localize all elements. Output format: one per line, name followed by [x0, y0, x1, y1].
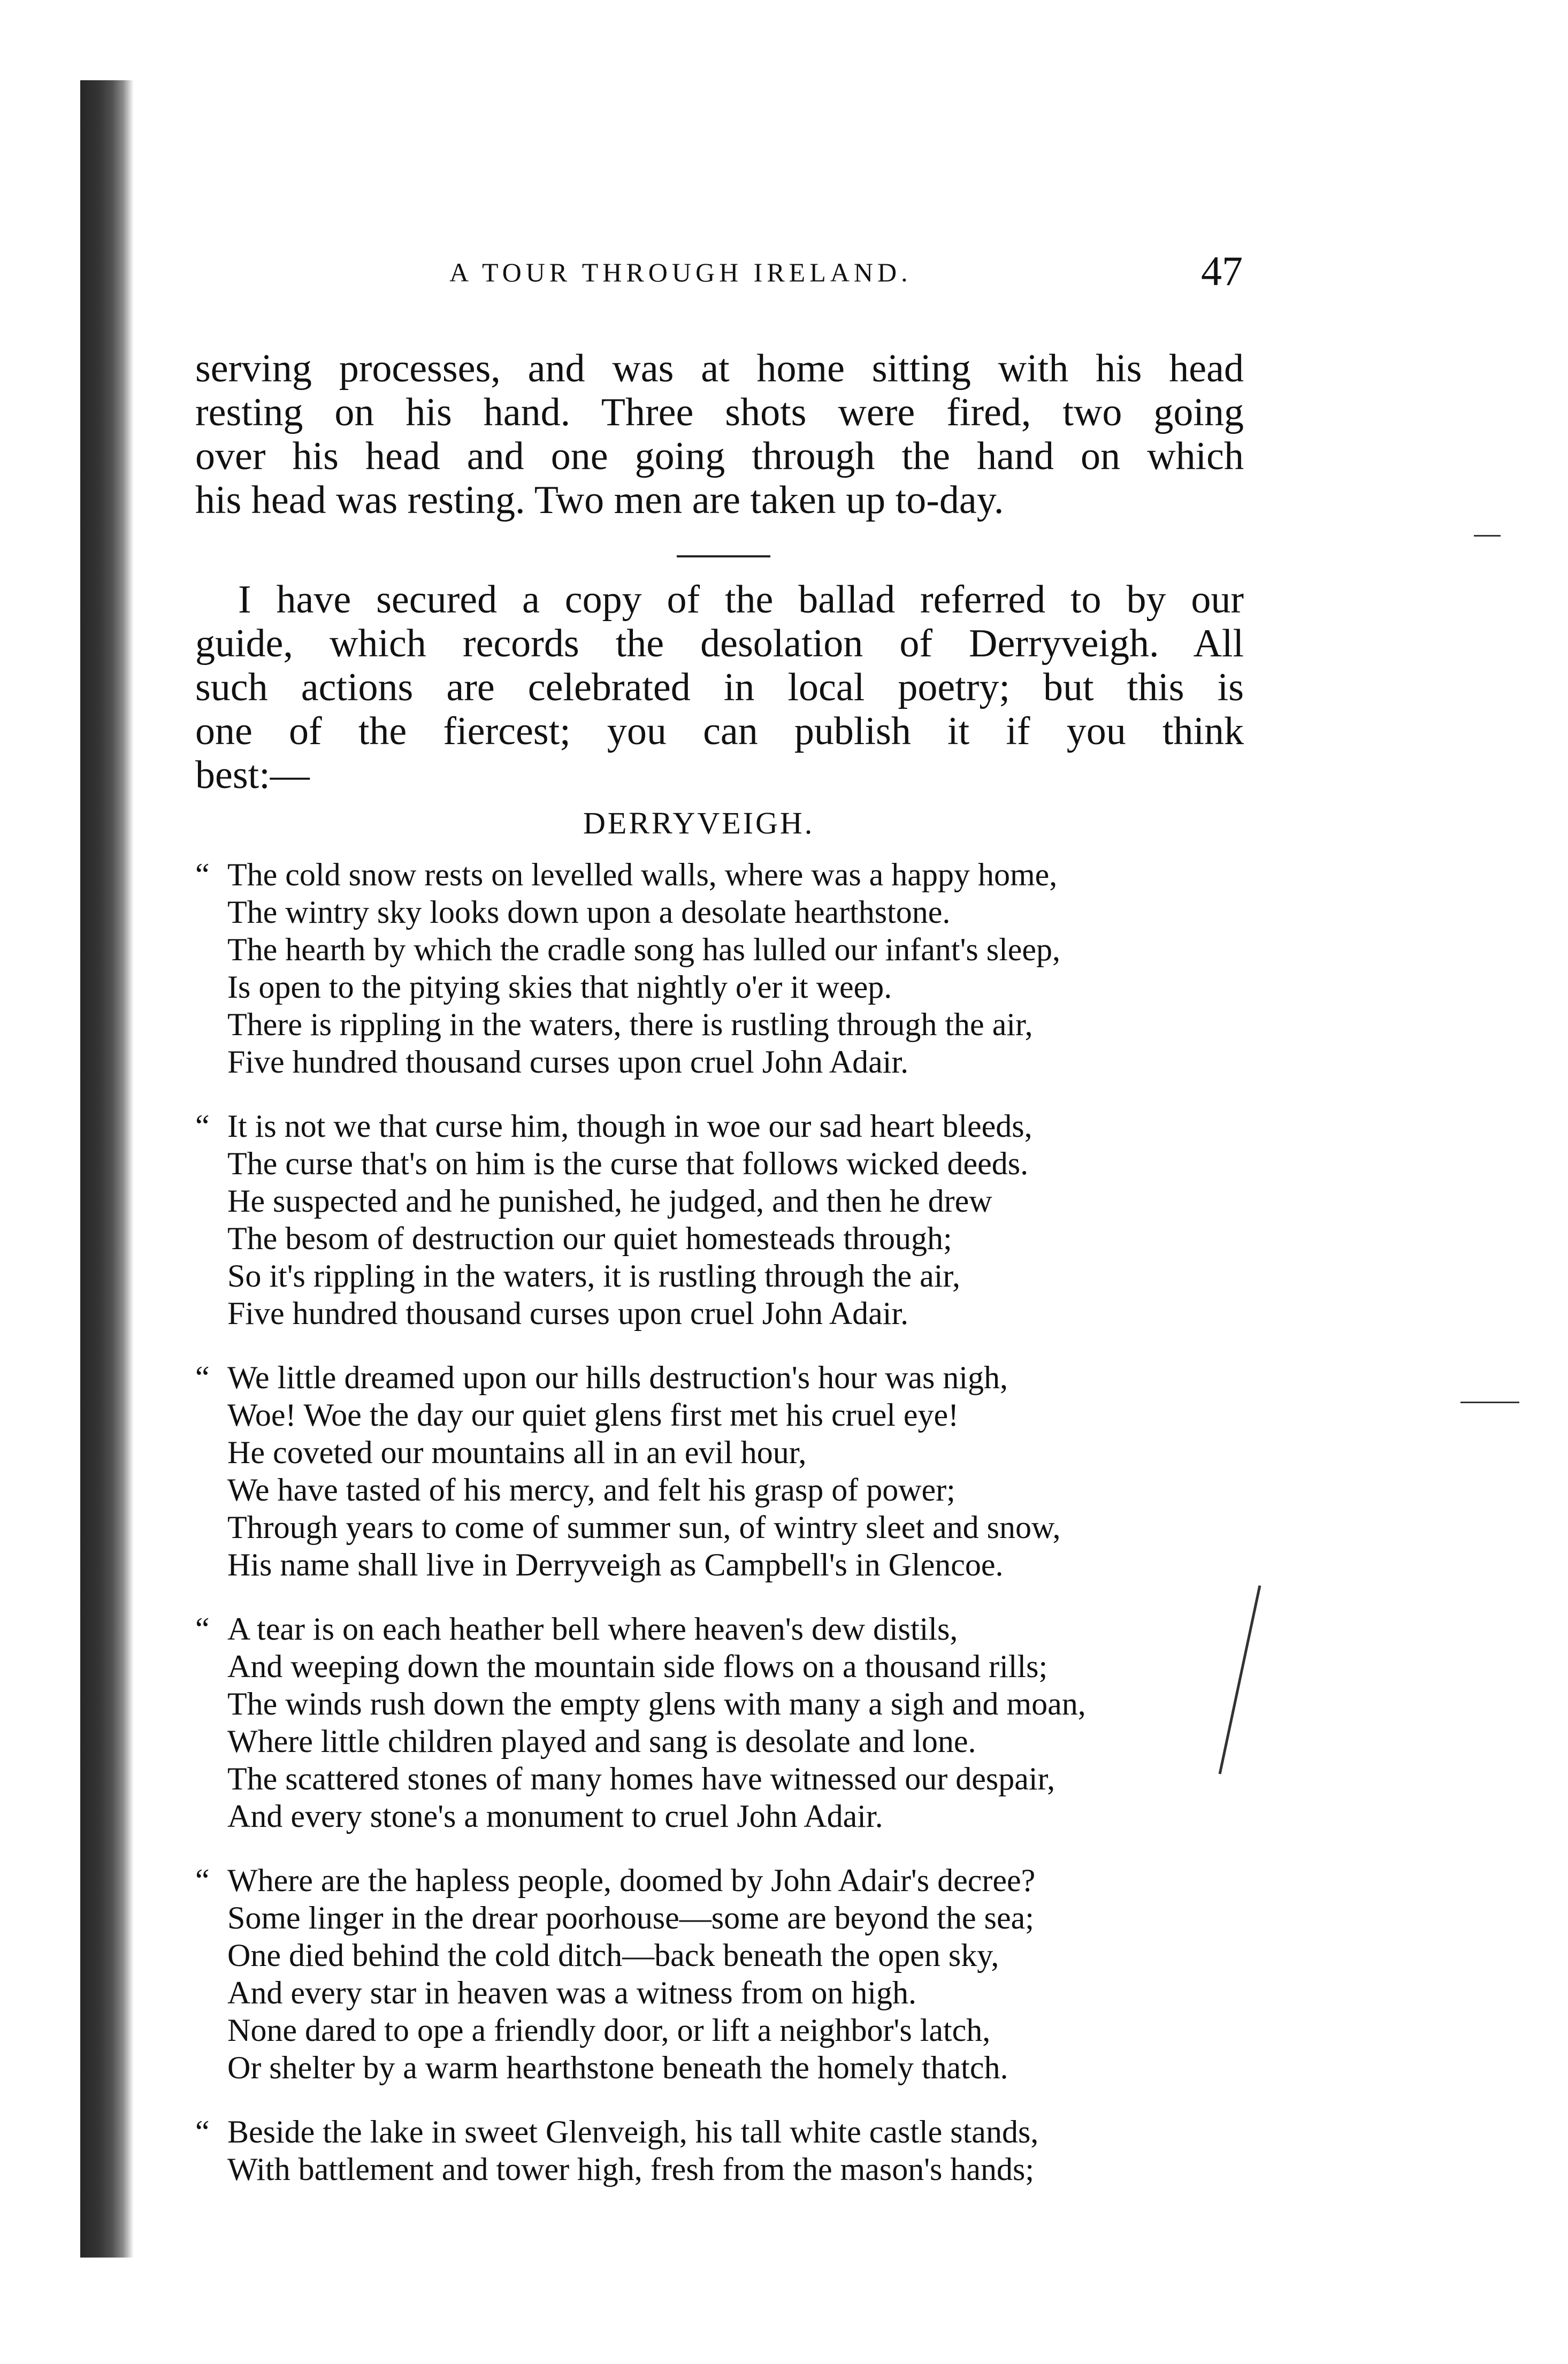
- verse-text: We have tasted of his mercy, and felt his grasp of power;: [227, 1472, 955, 1508]
- opening-quote: “: [195, 857, 210, 892]
- verse-text: Some linger in the drear poorhouse—some are beyond the sea;: [227, 1900, 1034, 1935]
- poem: [195, 856, 1265, 2215]
- verse-text: Or shelter by a warm hearthstone beneath the homely thatch.: [227, 2050, 1008, 2085]
- verse-line: [195, 1974, 1265, 2011]
- verse-line: [195, 1295, 1265, 1332]
- verse-line: [195, 1145, 1265, 1182]
- verse-text: The hearth by which the cradle song has lulled our infant's sleep,: [227, 932, 1061, 967]
- stanza-1: [195, 856, 1265, 1081]
- opening-quote: “: [195, 1863, 210, 1898]
- verse-line: [195, 893, 1265, 931]
- verse-text: The scattered stones of many homes have witnessed our despair,: [227, 1761, 1055, 1796]
- verse-line: [195, 1797, 1265, 1835]
- verse-text: The cold snow rests on levelled walls, where was a happy home,: [227, 857, 1058, 892]
- text-line: I have secured a copy of the ballad referred to by our: [238, 578, 1244, 622]
- verse-text: Where are the hapless people, doomed by John Adair's decree?: [227, 1863, 1036, 1898]
- stanza-2: [195, 1107, 1265, 1332]
- verse-line: [195, 1899, 1265, 1937]
- verse-line: [195, 2011, 1265, 2049]
- verse-line: [195, 1396, 1265, 1434]
- verse-text: None dared to ope a friendly door, or lift a neighbor's latch,: [227, 2013, 991, 2048]
- verse-text: The curse that's on him is the curse that follows wicked deeds.: [227, 1146, 1029, 1181]
- verse-line: [195, 1434, 1265, 1471]
- verse-line: [195, 1685, 1265, 1723]
- verse-line: [195, 1182, 1265, 1220]
- verse-line: [195, 1610, 1265, 1648]
- verse-text: Five hundred thousand curses upon cruel John Adair.: [227, 1044, 909, 1080]
- verse-line: [195, 1220, 1265, 1257]
- verse-text: The wintry sky looks down upon a desolate hearthstone.: [227, 894, 951, 930]
- verse-text: Five hundred thousand curses upon cruel John Adair.: [227, 1296, 909, 1331]
- verse-line: [195, 1257, 1265, 1295]
- verse-line: [195, 1006, 1265, 1043]
- verse-text: And weeping down the mountain side flows on a thousand rills;: [227, 1649, 1048, 1684]
- text-line: such actions are celebrated in local poetry; but this is: [195, 665, 1244, 709]
- verse-text: And every star in heaven was a witness from on high.: [227, 1975, 917, 2010]
- verse-line: [195, 1359, 1265, 1396]
- verse-text: His name shall live in Derryveigh as Campbell's in Glencoe.: [227, 1547, 1004, 1582]
- text-line: his head was resting. Two men are taken up to-day.: [195, 478, 1004, 522]
- stanza-5: [195, 1862, 1265, 2086]
- stanza-3: [195, 1359, 1265, 1583]
- opening-quote: “: [195, 2114, 210, 2149]
- verse-line: [195, 1107, 1265, 1145]
- verse-line: [195, 2113, 1265, 2151]
- paragraph-2: [195, 578, 1244, 797]
- verse-line: [195, 1471, 1265, 1509]
- verse-text: It is not we that curse him, though in woe our sad heart bleeds,: [227, 1108, 1032, 1144]
- stanza-4: [195, 1610, 1265, 1835]
- verse-line: [195, 1723, 1265, 1760]
- stanza-6: [195, 2113, 1265, 2188]
- verse-line: [195, 1648, 1265, 1685]
- verse-text: He coveted our mountains all in an evil hour,: [227, 1435, 807, 1470]
- verse-text: We little dreamed upon our hills destruction's hour was nigh,: [227, 1360, 1008, 1395]
- verse-line: [195, 968, 1265, 1006]
- verse-line: [195, 856, 1265, 893]
- verse-line: [195, 2049, 1265, 2086]
- verse-text: He suspected and he punished, he judged, and then he drew: [227, 1183, 992, 1219]
- margin-mark: [1460, 1402, 1519, 1403]
- verse-text: A tear is on each heather bell where heaven's dew distils,: [227, 1611, 958, 1647]
- text-line: resting on his hand. Three shots were fired, two going: [195, 391, 1244, 434]
- verse-text: Beside the lake in sweet Glenveigh, his tall white castle stands,: [227, 2114, 1039, 2149]
- margin-mark: [1474, 535, 1501, 537]
- text-line: guide, which records the desolation of Derryveigh. All: [195, 622, 1244, 665]
- text-line: one of the fiercest; you can publish it if you think: [195, 709, 1244, 753]
- poem-title: DERRYVEIGH.: [583, 806, 815, 840]
- text-line: serving processes, and was at home sitting with his head: [195, 347, 1244, 391]
- text-line: over his head and one going through the hand on which: [195, 434, 1244, 478]
- verse-line: [195, 931, 1265, 968]
- verse-line: [195, 1760, 1265, 1797]
- opening-quote: “: [195, 1360, 210, 1395]
- verse-text: One died behind the cold ditch—back beneath the open sky,: [227, 1938, 999, 1973]
- running-head: A TOUR THROUGH IRELAND.: [449, 257, 912, 287]
- verse-text: There is rippling in the waters, there is rustling through the air,: [227, 1007, 1033, 1042]
- verse-line: [195, 1043, 1265, 1081]
- verse-text: Where little children played and sang is desolate and lone.: [227, 1724, 976, 1759]
- section-divider: [677, 555, 770, 557]
- verse-text: Is open to the pitying skies that nightly o'er it weep.: [227, 969, 892, 1005]
- verse-text: So it's rippling in the waters, it is rustling through the air,: [227, 1258, 960, 1294]
- verse-text: With battlement and tower high, fresh from the mason's hands;: [227, 2152, 1035, 2187]
- verse-text: And every stone's a monument to cruel John Adair.: [227, 1799, 883, 1834]
- opening-quote: “: [195, 1611, 210, 1647]
- page-number: 47: [1201, 248, 1243, 294]
- paragraph-1: [195, 347, 1244, 522]
- verse-line: [195, 1937, 1265, 1974]
- verse-line: [195, 1509, 1265, 1546]
- verse-text: The besom of destruction our quiet homesteads through;: [227, 1221, 952, 1256]
- opening-quote: “: [195, 1108, 210, 1144]
- verse-text: The winds rush down the empty glens with many a sigh and moan,: [227, 1686, 1086, 1722]
- verse-text: Through years to come of summer sun, of wintry sleet and snow,: [227, 1510, 1061, 1545]
- verse-line: [195, 1546, 1265, 1583]
- verse-text: Woe! Woe the day our quiet glens first met his cruel eye!: [227, 1397, 959, 1433]
- verse-line: [195, 2151, 1265, 2188]
- text-line: best:—: [195, 753, 310, 797]
- verse-line: [195, 1862, 1265, 1899]
